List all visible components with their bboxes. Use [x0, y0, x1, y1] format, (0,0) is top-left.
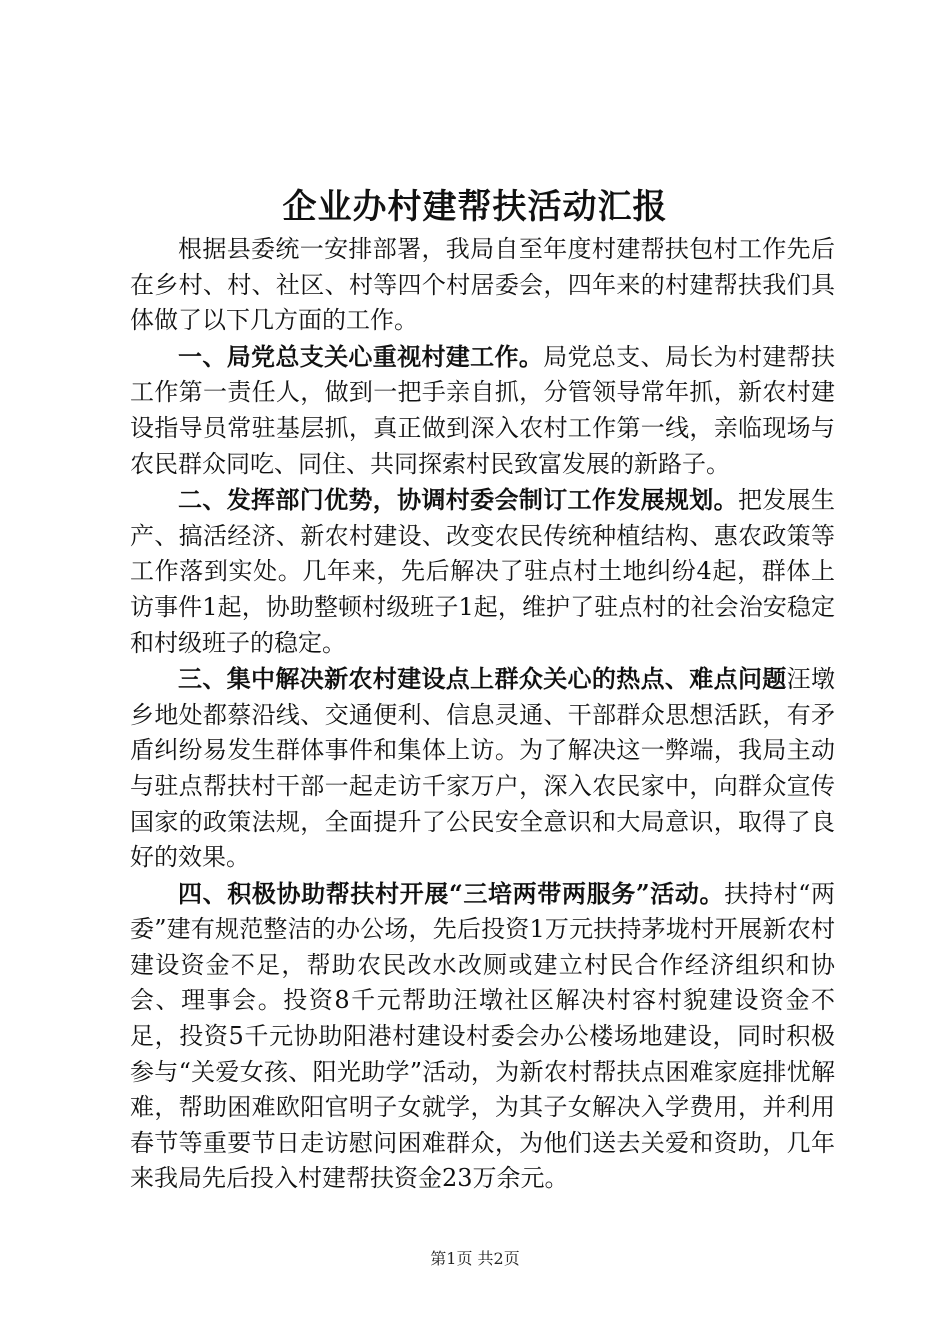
section-text-2: 把发展生产、搞活经济、新农村建设、改变农民传统种植结构、惠农政策等工作落到实处。几年来，先后解决了驻点村土地纠纷4起，群体上访事件1起，协助整顿村级班子1起，维护了驻点村的社会治安稳定和村级班子的稳定。	[130, 486, 836, 657]
section-text-4: 扶持村“两委”建有规范整洁的办公场，先后投资1万元扶持茅垅村开展新农村建设资金不足，帮助农民改水改厕或建立村民合作经济组织和协会、理事会。投资8千元帮助汪墩社区解决村容村貌建设资金不足，投资5千元协助阳港村建设村委会办公楼场地建设，同时积极参与“关爱女孩、阳光助学”活动，为新农村帮扶点困难家庭排忧解难，帮助困难欧阳官明子女就学，为其子女解决入学费用，并利用春节等重要节日走访慰问困难群众，为他们送去关爱和资助，几年来我局先后投入村建帮扶资金23万余元。	[130, 879, 835, 1193]
document-title: 企业办村建帮扶活动汇报	[282, 187, 668, 227]
page-number-footer: 第1页 共2页	[430, 1249, 520, 1268]
section-text-1: 局党总支、局长为村建帮扶工作第一责任人，做到一把手亲自抓，分管领导常年抓，新农村建设指导员常驻基层抓，真正做到深入农村工作第一线，亲临现场与农民群众同吃、同住、共同探索村民致富发展的新路子。	[130, 342, 836, 478]
document-body	[130, 232, 835, 1197]
section-paragraph-3	[130, 661, 835, 876]
section-heading-4: 四、积极协助帮扶村开展“三培两带两服务”活动。	[178, 878, 725, 908]
intro-paragraph: 根据县委统一安排部署，我局自至年度村建帮扶包村工作先后在乡村、村、社区、村等四个村居委会，四年来的村建帮扶我们具体做了以下几方面的工作。	[130, 235, 835, 335]
section-paragraph-2	[130, 482, 835, 661]
section-heading-2: 二、发挥部门优势，协调村委会制订工作发展规划。	[178, 485, 738, 515]
section-paragraph-1	[130, 339, 835, 482]
section-heading-1: 一、局党总支关心重视村建工作。	[178, 341, 544, 371]
section-heading-3: 三、集中解决新农村建设点上群众关心的热点、难点问题	[178, 664, 787, 694]
section-paragraph-4	[130, 876, 835, 1197]
section-text-3: 汪墩乡地处都蔡沿线、交通便利、信息灵通、干部群众思想活跃，有矛盾纠纷易发生群体事件和集体上访。为了解决这一弊端，我局主动与驻点帮扶村干部一起走访千家万户，深入农民家中，向群众宣传国家的政策法规，全面提升了公民安全意识和大局意识，取得了良好的效果。	[130, 665, 836, 872]
